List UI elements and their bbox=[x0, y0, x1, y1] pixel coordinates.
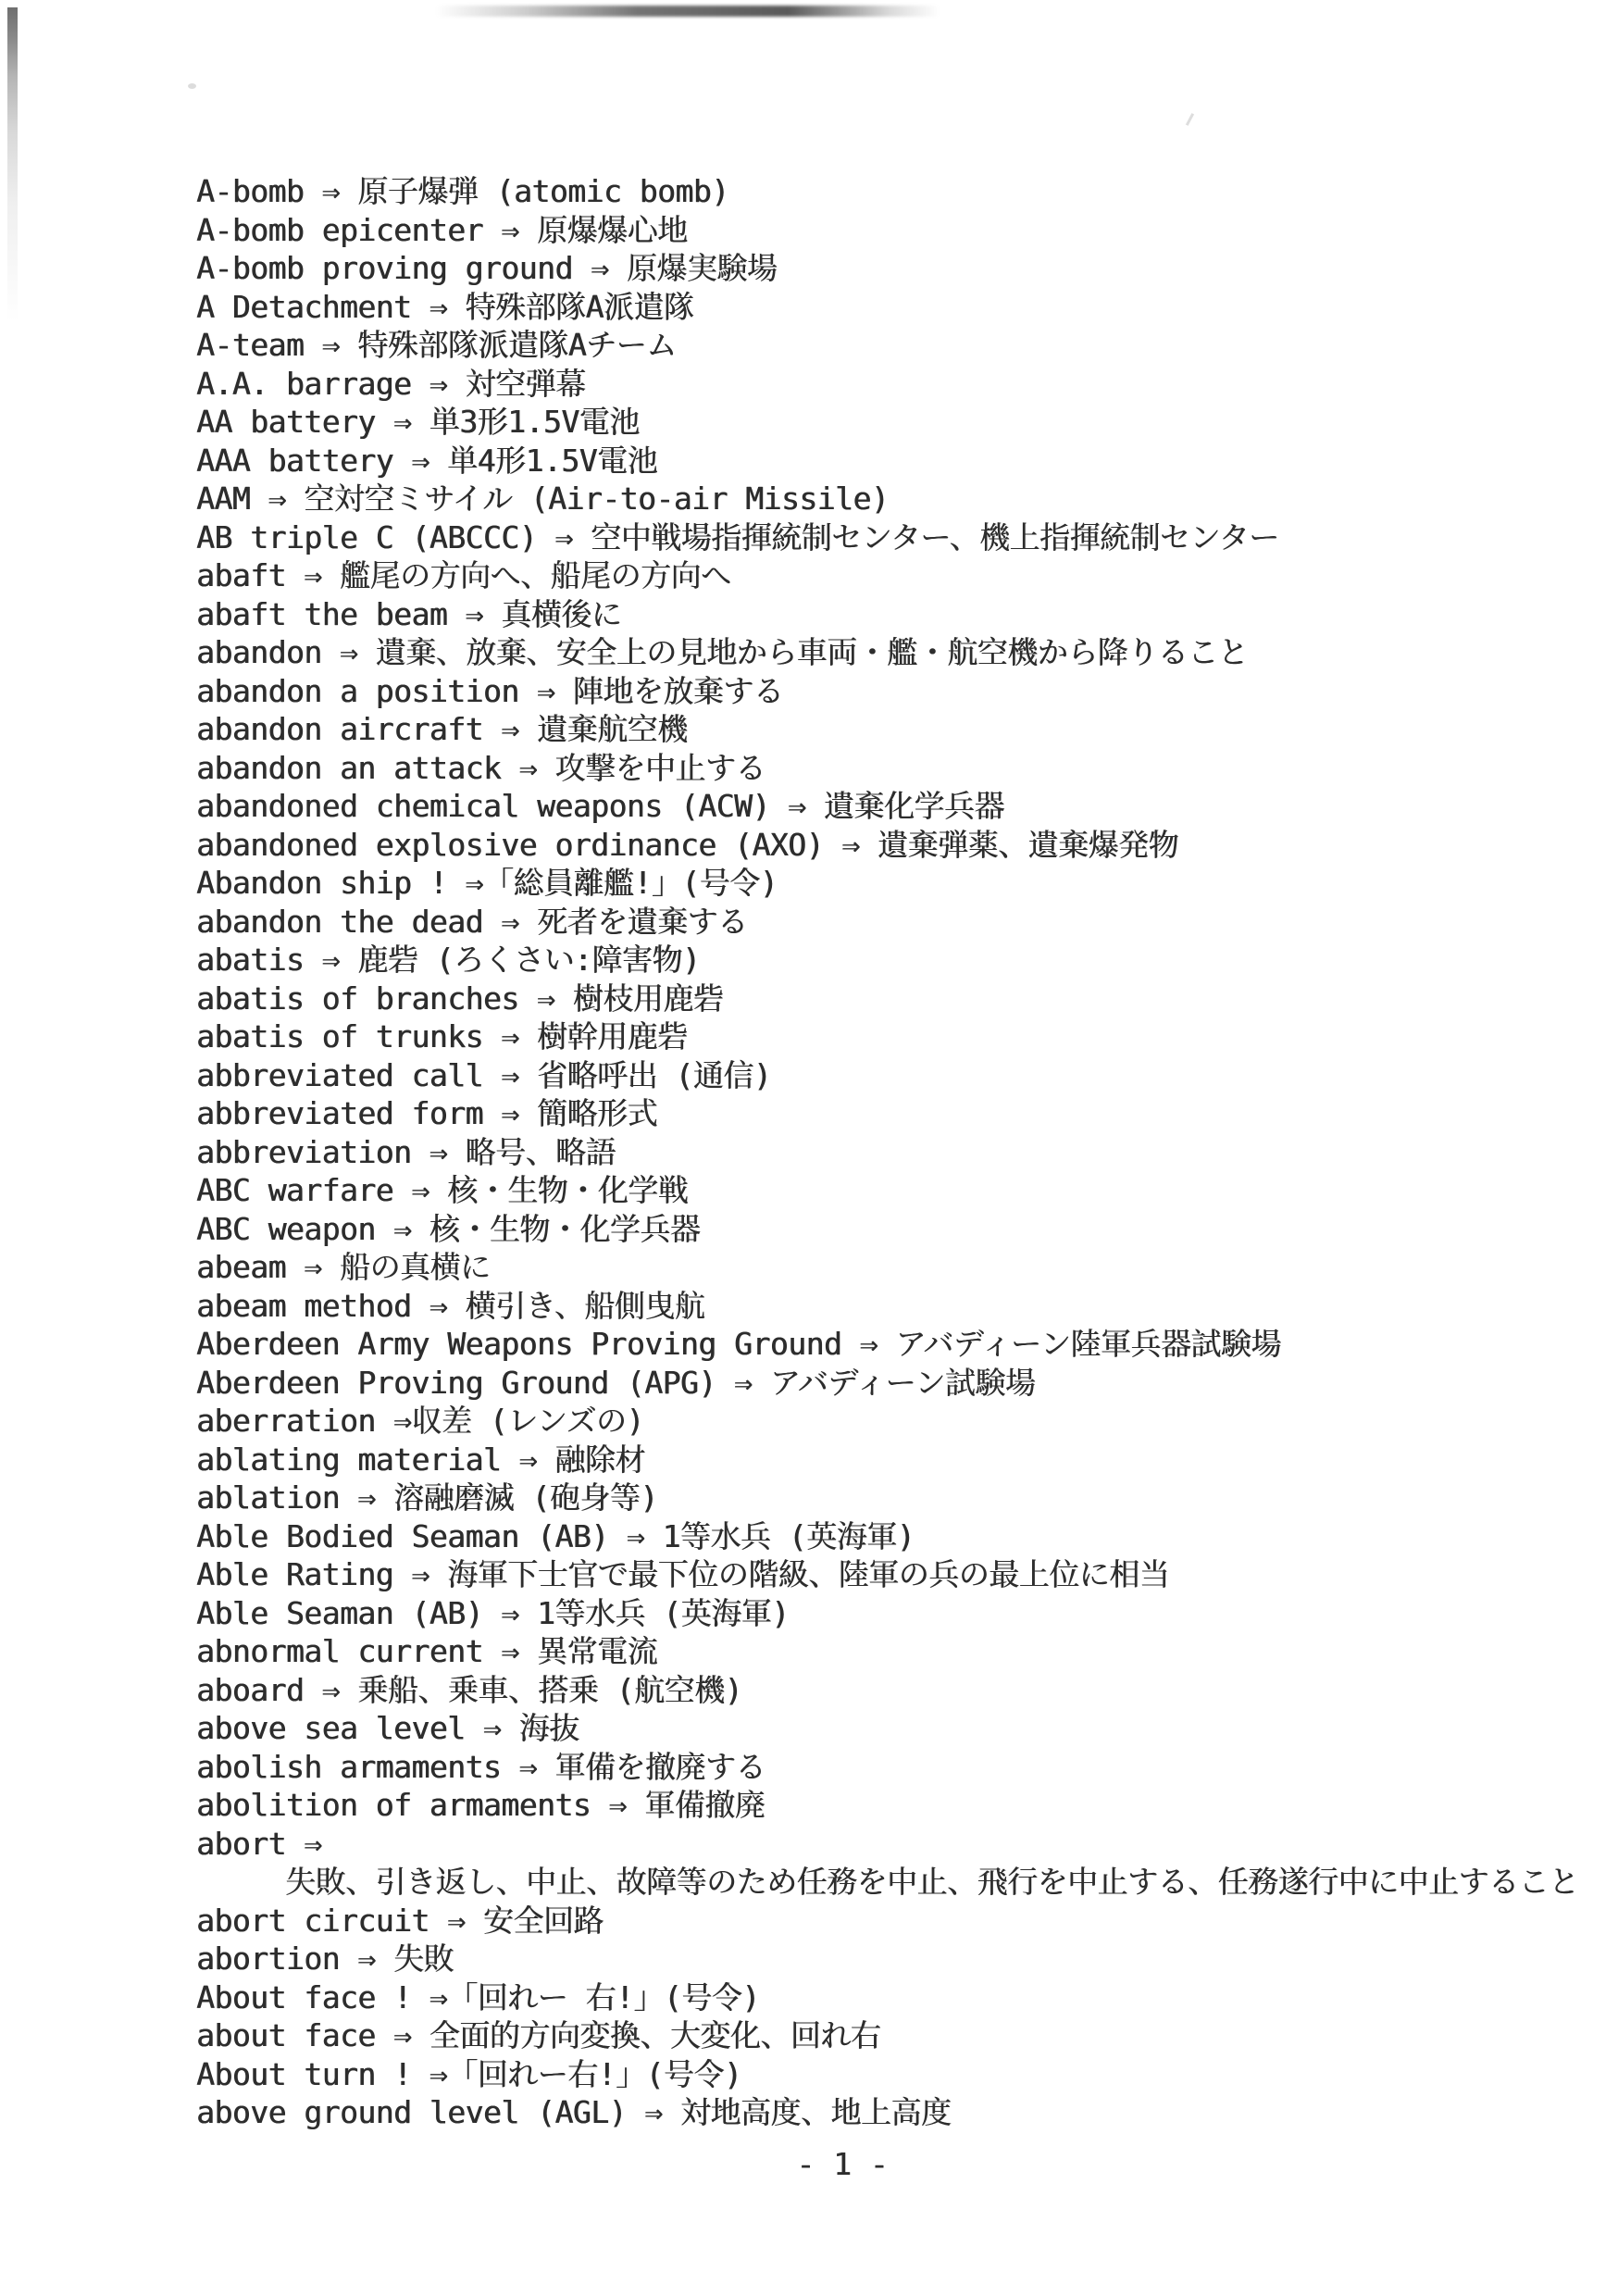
glossary-entry: abatis ⇒ 鹿砦 (ろくさい:障害物) bbox=[196, 942, 701, 978]
glossary-entry: AAM ⇒ 空対空ミサイル (Air-to-air Missile) bbox=[196, 480, 890, 517]
glossary-entry: abort circuit ⇒ 安全回路 bbox=[196, 1902, 604, 1939]
glossary-entry: abandoned explosive ordinance (AXO) ⇒ 遺棄弾薬、遺棄爆発物 bbox=[196, 826, 1178, 863]
glossary-entry: abandon ⇒ 遺棄、放棄、安全上の見地から車両・艦・航空機から降りること bbox=[196, 634, 1249, 670]
glossary-entry: abeam ⇒ 船の真横に bbox=[196, 1249, 491, 1285]
glossary-entry: 失敗、引き返し、中止、故障等のため任務を中止、飛行を中止する、任務遂行中に中止すること bbox=[285, 1864, 1579, 1900]
glossary-entry: aboard ⇒ 乗船、乗車、搭乗 (航空機) bbox=[196, 1671, 742, 1708]
glossary-entry: aberration ⇒収差 (レンズの) bbox=[196, 1403, 644, 1439]
glossary-entry: abnormal current ⇒ 異常電流 bbox=[196, 1633, 657, 1669]
glossary-entry: above ground level (AGL) ⇒ 対地高度、地上高度 bbox=[196, 2094, 952, 2130]
glossary-entry: abandoned chemical weapons (ACW) ⇒ 遺棄化学兵器 bbox=[196, 788, 1004, 824]
glossary-entry: ablating material ⇒ 融除材 bbox=[196, 1441, 645, 1478]
glossary-entry: Aberdeen Proving Ground (APG) ⇒ アバディーン試験場 bbox=[196, 1364, 1036, 1401]
glossary-entry: AB triple C (ABCCC) ⇒ 空中戦場指揮統制センター、機上指揮統制センター bbox=[196, 518, 1279, 555]
glossary-entry: abatis of trunks ⇒ 樹幹用鹿砦 bbox=[196, 1018, 688, 1054]
glossary-entry: abandon aircraft ⇒ 遺棄航空機 bbox=[196, 711, 688, 747]
glossary-entry: A-bomb proving ground ⇒ 原爆実験場 bbox=[196, 250, 778, 286]
glossary-entry: A-bomb epicenter ⇒ 原爆爆心地 bbox=[196, 211, 688, 248]
glossary-entry: About face ! ⇒「回れー 右!」(号令) bbox=[196, 1978, 760, 2015]
glossary-entry: abbreviated call ⇒ 省略呼出 (通信) bbox=[196, 1056, 772, 1093]
glossary-entry: abeam method ⇒ 横引き、船側曳航 bbox=[196, 1287, 705, 1324]
glossary-entry: About turn ! ⇒「回れー右!」(号令) bbox=[196, 2055, 742, 2092]
glossary-entry: AAA battery ⇒ 単4形1.5V電池 bbox=[196, 442, 657, 479]
scan-artifact-left-streak bbox=[7, 7, 18, 322]
glossary-entry: abatis of branches ⇒ 樹枝用鹿砦 bbox=[196, 980, 724, 1017]
glossary-entry: above sea level ⇒ 海抜 bbox=[196, 1710, 579, 1746]
glossary-entry: abbreviated form ⇒ 簡略形式 bbox=[196, 1095, 657, 1131]
glossary-entry: Abandon ship ! ⇒「総員離艦!」(号令) bbox=[196, 865, 778, 901]
glossary-entry: ABC weapon ⇒ 核・生物・化学兵器 bbox=[196, 1210, 701, 1247]
glossary-entry: A Detachment ⇒ 特殊部隊A派遣隊 bbox=[196, 288, 694, 325]
scan-artifact-top-smudge bbox=[435, 6, 940, 17]
scan-speck bbox=[188, 83, 196, 89]
glossary-entry: abort ⇒ bbox=[196, 1825, 322, 1862]
glossary-entry: abolish armaments ⇒ 軍備を撤廃する bbox=[196, 1748, 765, 1785]
glossary-entry: abandon an attack ⇒ 攻撃を中止する bbox=[196, 749, 765, 786]
glossary-entry: A.A. barrage ⇒ 対空弾幕 bbox=[196, 365, 586, 402]
page-number: - 1 - bbox=[796, 2146, 889, 2182]
scan-speck bbox=[1186, 113, 1194, 126]
glossary-entry: Aberdeen Army Weapons Proving Ground ⇒ アバディーン陸軍兵器試験場 bbox=[196, 1326, 1281, 1362]
glossary-entry: ABC warfare ⇒ 核・生物・化学戦 bbox=[196, 1172, 689, 1208]
glossary-entry: ablation ⇒ 溶融磨滅 (砲身等) bbox=[196, 1479, 658, 1516]
glossary-entry: abandon the dead ⇒ 死者を遺棄する bbox=[196, 903, 748, 940]
glossary-entry: A-bomb ⇒ 原子爆弾 (atomic bomb) bbox=[196, 173, 729, 209]
glossary-entry: A-team ⇒ 特殊部隊派遣隊Aチーム bbox=[196, 327, 677, 363]
glossary-entry: abaft the beam ⇒ 真横後に bbox=[196, 595, 622, 632]
glossary-entry: about face ⇒ 全面的方向変換、大変化、回れ右 bbox=[196, 2017, 881, 2053]
glossary-entry: AA battery ⇒ 単3形1.5V電池 bbox=[196, 404, 640, 440]
glossary-entry: abaft ⇒ 艦尾の方向へ、船尾の方向へ bbox=[196, 557, 731, 593]
glossary-entry: abolition of armaments ⇒ 軍備撤廃 bbox=[196, 1787, 765, 1823]
glossary-entry: Able Bodied Seaman (AB) ⇒ 1等水兵 (英海軍) bbox=[196, 1517, 915, 1554]
glossary-entry: Able Rating ⇒ 海軍下士官で最下位の階級、陸軍の兵の最上位に相当 bbox=[196, 1556, 1170, 1592]
glossary-entry: Able Seaman (AB) ⇒ 1等水兵 (英海軍) bbox=[196, 1594, 790, 1631]
glossary-entry: abortion ⇒ 失敗 bbox=[196, 1940, 454, 1977]
glossary-entry: abandon a position ⇒ 陣地を放棄する bbox=[196, 672, 784, 709]
glossary-entry: abbreviation ⇒ 略号、略語 bbox=[196, 1133, 616, 1170]
glossary-list bbox=[196, 172, 1585, 2132]
